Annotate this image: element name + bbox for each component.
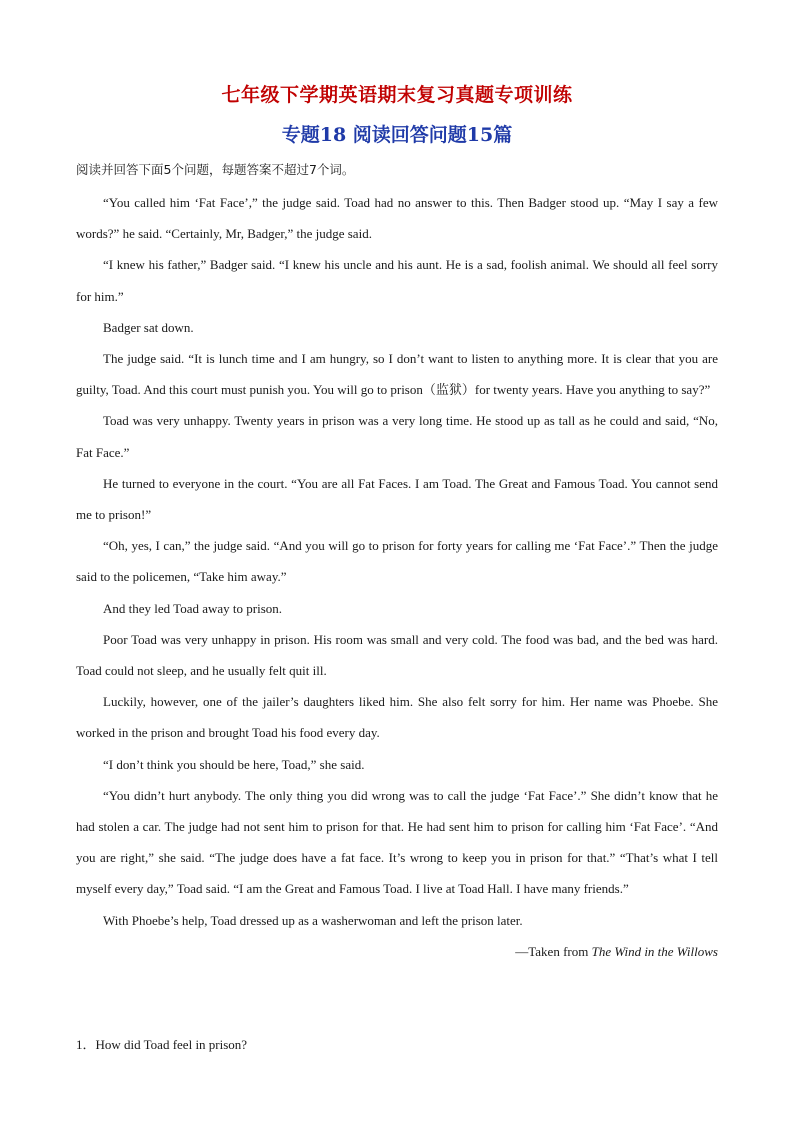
passage-paragraph: He turned to everyone in the court. “You are all Fat Faces. I am Toad. The Great and Famous Toad. You cannot send me to prison!”: [76, 475, 718, 523]
passage-paragraph: Toad was very unhappy. Twenty years in prison was a very long time. He stood up as tall as he could and said, “No, Fat Face.”: [76, 413, 718, 460]
passage-paragraph: And they led Toad away to prison.: [103, 600, 283, 616]
passage-paragraph: “You didn’t hurt anybody. The only thing you did wrong was to call the judge ‘Fat Face’.” She didn’t know that he had stolen a car. The judge had not sent him to prison for that. He had sent him to prison for calling him ‘Fat Face’. “And you are right,” she said. “The judge does have a fat face. It’s wrong to keep you in prison for that.” “That’s what I tell myself every day,” Toad said. “I am the Great and Famous Toad. I live at Toad Hall. I have many friends.”: [76, 787, 718, 897]
source-book-title: The Wind in the Willows: [591, 943, 718, 959]
passage-paragraph: With Phoebe’s help, Toad dressed up as a washerwoman and left the prison later.: [103, 912, 523, 928]
passage-paragraph: “You called him ‘Fat Face’,” the judge said. Toad had no answer to this. Then Badger stood up. “May I say a few words?” he said. “Certainly, Mr, Badger,” the judge said.: [76, 195, 718, 242]
passage-paragraph: “Oh, yes, I can,” the judge said. “And you will go to prison for forty years for calling me ‘Fat Face’.” Then the judge said to the policemen, “Take him away.”: [76, 538, 718, 585]
passage-paragraph: The judge said. “It is lunch time and I am hungry, so I don’t want to listen to anything more. It is clear that you are guilty, Toad. And this court must punish you. You will go to prison（监狱）for twenty years. Have you anything to say?”: [76, 351, 718, 398]
document-subtitle: 专题18 阅读回答问题15篇: [281, 124, 513, 146]
question-1: 1．How did Toad feel in prison?: [76, 1037, 248, 1052]
passage-paragraph: Luckily, however, one of the jailer’s daughters liked him. She also felt sorry for him. Her name was Phoebe. She worked in the prison and brought Toad his food every day.: [76, 694, 718, 741]
source-prefix: —Taken from: [515, 943, 592, 959]
passage-paragraph: “I don’t think you should be here, Toad,” she said.: [103, 756, 365, 772]
passage-source: [76, 936, 718, 967]
passage-paragraph: “I knew his father,” Badger said. “I knew his uncle and his aunt. He is a sad, foolish animal. We should all feel sorry for him.”: [76, 257, 718, 304]
document-title: 七年级下学期英语期末复习真题专项训练: [221, 84, 573, 106]
passage-paragraph: Poor Toad was very unhappy in prison. His room was small and very cold. The food was bad, and the bed was hard. Toad could not sleep, and he usually felt quit ill.: [76, 631, 718, 679]
reading-passage: [76, 187, 718, 967]
passage-paragraph: Badger sat down.: [103, 319, 194, 335]
instruction-text: 阅读并回答下面5个问题，每题答案不超过7个词。: [76, 162, 355, 177]
